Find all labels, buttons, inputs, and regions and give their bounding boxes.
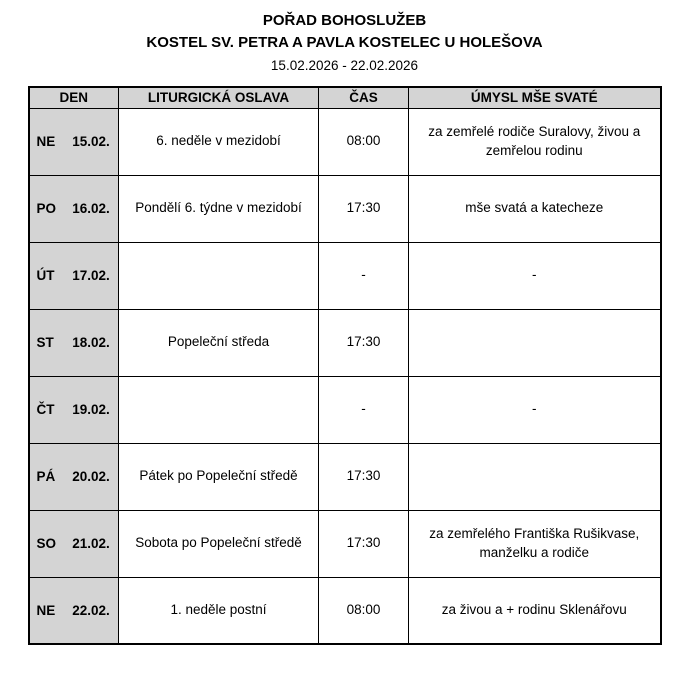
celebration-cell — [119, 242, 319, 309]
day-cell — [29, 577, 119, 644]
intention-cell — [409, 443, 661, 510]
intention-cell: za živou a + rodinu Sklenářovu — [409, 577, 661, 644]
time-cell: 17:30 — [319, 443, 409, 510]
time-cell: 17:30 — [319, 510, 409, 577]
intention-cell — [409, 309, 661, 376]
celebration-cell: Popeleční středa — [119, 309, 319, 376]
celebration-cell: 1. neděle postní — [119, 577, 319, 644]
day-abbrev: NE — [36, 134, 56, 150]
day-cell — [29, 309, 119, 376]
day-abbrev: PÁ — [36, 469, 56, 485]
table-row — [29, 108, 661, 175]
day-abbrev: ST — [36, 335, 54, 351]
intention-cell: - — [409, 242, 661, 309]
time-cell: - — [319, 242, 409, 309]
table-header-row — [29, 87, 661, 108]
day-abbrev: ÚT — [36, 268, 55, 284]
table-row — [29, 443, 661, 510]
day-cell — [29, 443, 119, 510]
celebration-cell: Pondělí 6. týdne v mezidobí — [119, 175, 319, 242]
day-date: 19.02. — [72, 402, 110, 418]
time-cell: 08:00 — [319, 577, 409, 644]
table-row — [29, 309, 661, 376]
table-row — [29, 175, 661, 242]
day-abbrev: PO — [36, 201, 57, 217]
day-date: 22.02. — [72, 602, 110, 618]
schedule-table — [28, 86, 662, 645]
table-row — [29, 577, 661, 644]
day-cell — [29, 510, 119, 577]
day-cell — [29, 108, 119, 175]
date-range: 15.02.2026 - 22.02.2026 — [270, 57, 419, 73]
day-cell — [29, 242, 119, 309]
day-cell — [29, 175, 119, 242]
column-header-cas: ČAS — [319, 87, 409, 108]
table-row — [29, 510, 661, 577]
day-date: 15.02. — [72, 134, 110, 150]
day-date: 20.02. — [72, 469, 110, 485]
table-row — [29, 242, 661, 309]
celebration-cell: 6. neděle v mezidobí — [119, 108, 319, 175]
intention-cell: za zemřelého Františka Rušikvase, manželku a rodiče — [409, 510, 661, 577]
day-date: 17.02. — [72, 268, 110, 284]
day-cell — [29, 376, 119, 443]
column-header-den: DEN — [29, 87, 119, 108]
day-date: 18.02. — [72, 335, 110, 351]
column-header-liturgicka-oslava: LITURGICKÁ OSLAVA — [119, 87, 319, 108]
table-row — [29, 376, 661, 443]
celebration-cell: Pátek po Popeleční středě — [119, 443, 319, 510]
intention-cell: mše svatá a katecheze — [409, 175, 661, 242]
time-cell: 08:00 — [319, 108, 409, 175]
column-header-umysl: ÚMYSL MŠE SVATÉ — [409, 87, 661, 108]
celebration-cell — [119, 376, 319, 443]
intention-cell: - — [409, 376, 661, 443]
time-cell: - — [319, 376, 409, 443]
time-cell: 17:30 — [319, 309, 409, 376]
day-abbrev: SO — [36, 536, 57, 552]
day-abbrev: NE — [36, 602, 56, 618]
page-subtitle: KOSTEL SV. PETRA A PAVLA KOSTELEC U HOLEŠOVA — [146, 33, 543, 51]
day-date: 16.02. — [72, 201, 110, 217]
page-header — [0, 10, 689, 75]
day-abbrev: ČT — [36, 402, 55, 418]
intention-cell: za zemřelé rodiče Suralovy, živou a zemřelou rodinu — [409, 108, 661, 175]
celebration-cell: Sobota po Popeleční středě — [119, 510, 319, 577]
day-date: 21.02. — [72, 536, 110, 552]
time-cell: 17:30 — [319, 175, 409, 242]
page-title: POŘAD BOHOSLUŽEB — [262, 12, 427, 29]
